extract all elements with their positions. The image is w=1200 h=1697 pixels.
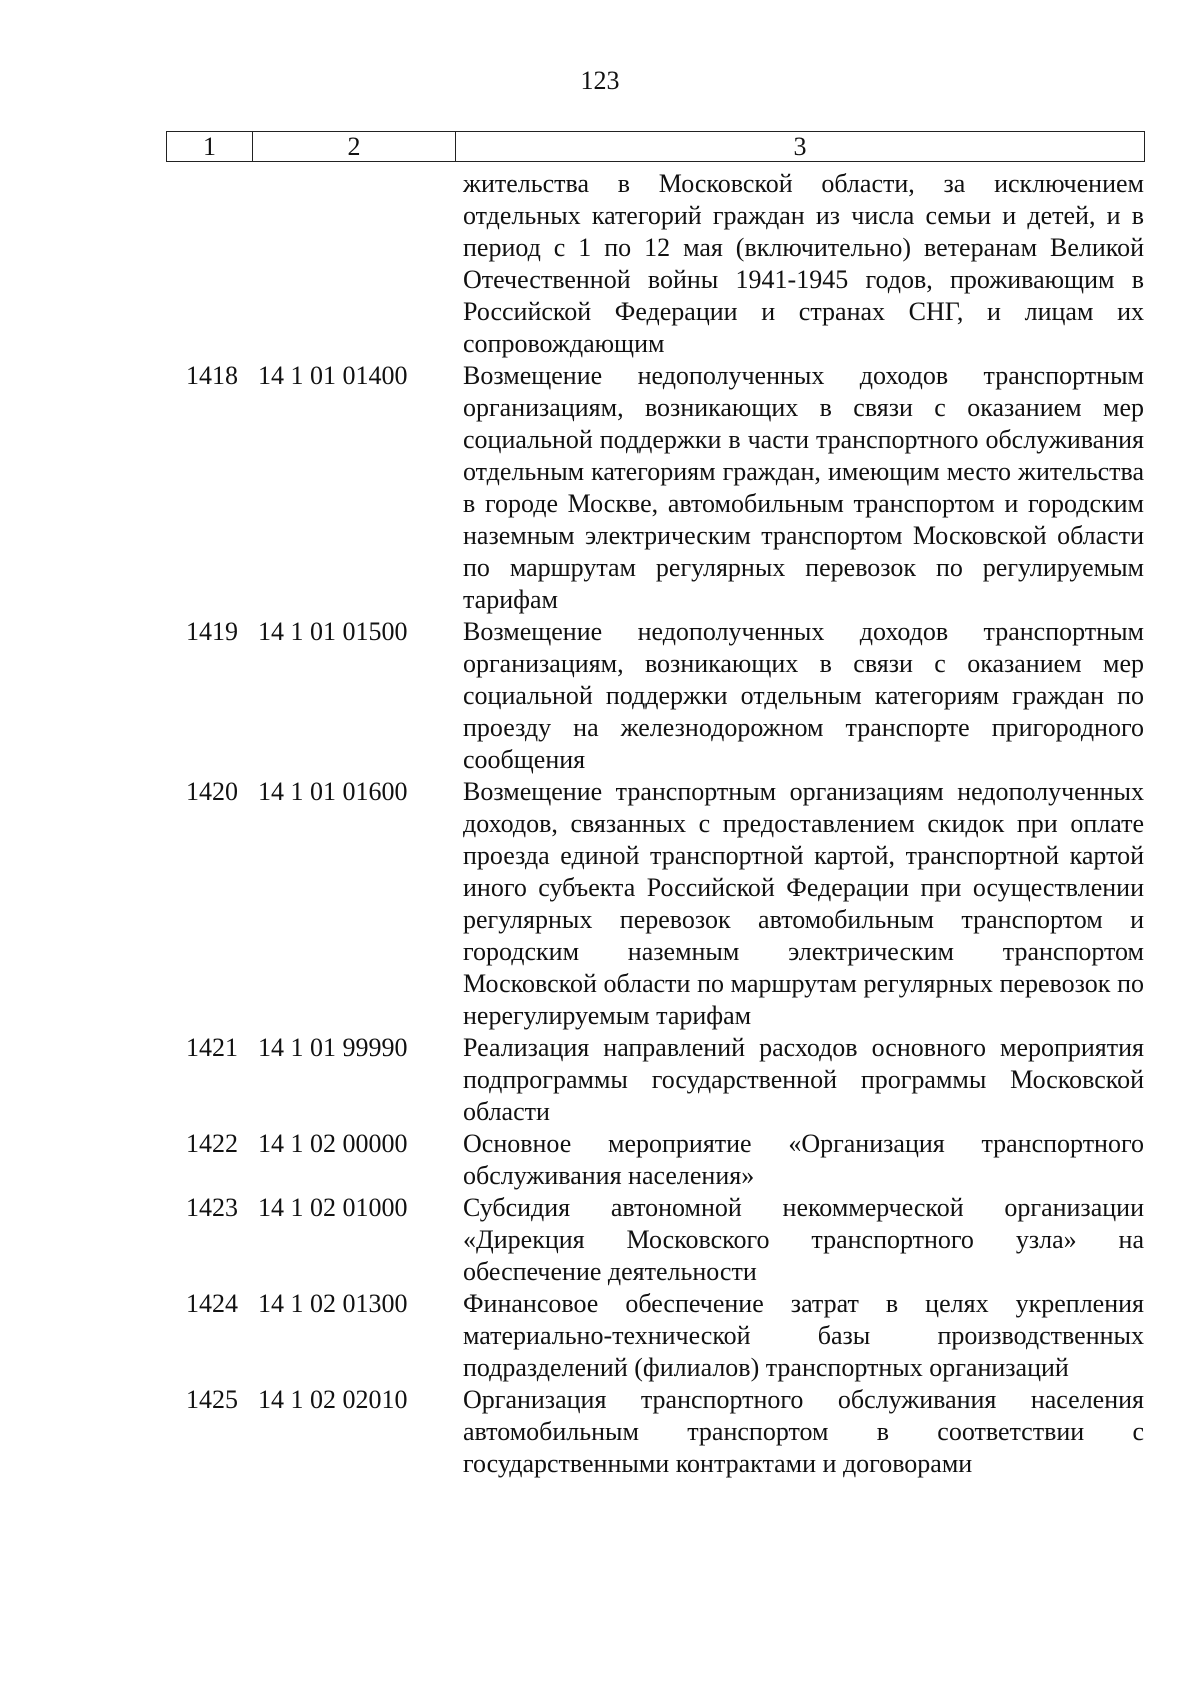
table-row xyxy=(166,776,1145,1032)
table-header xyxy=(166,131,1145,162)
row-description: жительства в Московской области, за исключением отдельных категорий граждан из числа семьи и детей, и в период с 1 по 12 мая (включительно) ветеранам Великой Отечественной войны 1941-1945 годов, проживающим в Российской Федерации и странах СНГ, и лицам их сопровождающим xyxy=(463,169,1144,358)
row-number: 1418 xyxy=(186,361,238,390)
table-row xyxy=(166,1288,1145,1384)
row-code: 14 1 01 01500 xyxy=(258,617,408,646)
table-row xyxy=(166,360,1145,616)
row-description: Финансовое обеспечение затрат в целях укрепления материально-технической базы производственных подразделений (филиалов) транспортных организаций xyxy=(463,1289,1144,1382)
table-row xyxy=(166,1384,1145,1480)
row-code: 14 1 02 00000 xyxy=(258,1129,408,1158)
row-description: Основное мероприятие «Организация транспортного обслуживания населения» xyxy=(463,1129,1144,1190)
row-description: Реализация направлений расходов основного мероприятия подпрограммы государственной программы Московской области xyxy=(463,1033,1144,1126)
row-code: 14 1 01 01400 xyxy=(258,361,408,390)
table-body xyxy=(166,168,1145,1480)
header-col-2: 2 xyxy=(253,132,456,161)
header-col-1: 1 xyxy=(167,132,253,161)
table-row xyxy=(166,1032,1145,1128)
row-description: Организация транспортного обслуживания населения автомобильным транспортом в соответствии с государственными контрактами и договорами xyxy=(463,1385,1144,1478)
row-code: 14 1 01 99990 xyxy=(258,1033,408,1062)
row-code: 14 1 02 01000 xyxy=(258,1193,408,1222)
header-col-3: 3 xyxy=(793,132,807,161)
row-description: Возмещение недополученных доходов транспортным организациям, возникающих в связи с оказанием мер социальной поддержки в части транспортного обслуживания отдельным категориям граждан, имеющим место жительства в городе Москве, автомобильным транспортом и городским наземным электрическим транспортом Московской области по маршрутам регулярных перевозок по регулируемым тарифам xyxy=(463,361,1144,614)
row-description: Возмещение недополученных доходов транспортным организациям, возникающих в связи с оказанием мер социальной поддержки отдельным категориям граждан по проезду на железнодорожном транспорте пригородного сообщения xyxy=(463,617,1144,774)
row-code: 14 1 01 01600 xyxy=(258,777,408,806)
row-number: 1420 xyxy=(186,777,238,806)
table-row xyxy=(166,1128,1145,1192)
row-number: 1421 xyxy=(186,1033,238,1062)
row-number: 1423 xyxy=(186,1193,238,1222)
table-row xyxy=(166,616,1145,776)
row-description: Возмещение транспортным организациям недополученных доходов, связанных с предоставлением скидок при оплате проезда единой транспортной картой, транспортной картой иного субъекта Российской Федерации при осуществлении регулярных перевозок автомобильным транспортом и городским наземным электрическим транспортом Московской области по маршрутам регулярных перевозок по нерегулируемым тарифам xyxy=(463,777,1144,1030)
table-row-continuation xyxy=(166,168,1145,360)
row-code: 14 1 02 01300 xyxy=(258,1289,408,1318)
row-number: 1419 xyxy=(186,617,238,646)
page-number: 123 xyxy=(580,66,620,95)
table-row xyxy=(166,1192,1145,1288)
row-code: 14 1 02 02010 xyxy=(258,1385,408,1414)
row-number: 1425 xyxy=(186,1385,238,1414)
row-number: 1424 xyxy=(186,1289,238,1318)
row-number: 1422 xyxy=(186,1129,238,1158)
row-description: Субсидия автономной некоммерческой организации «Дирекция Московского транспортного узла» на обеспечение деятельности xyxy=(463,1193,1144,1286)
